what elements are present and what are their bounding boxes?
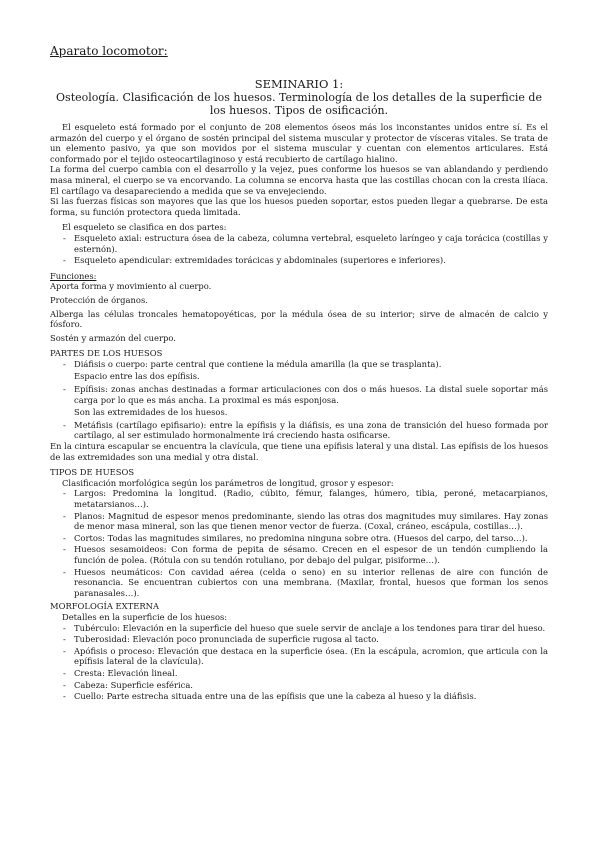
section-title: Aparato locomotor: [50, 44, 168, 58]
list-item: - Metáfisis (cartílago epifisario): entre la epífisis y la diáfisis, es una zona de transición del hueso formada por cartílago, al ser estimulado hormonalmente irá creciendo hasta osificarse. [63, 419, 548, 441]
epifisis-note: Son las extremidades de los huesos. [74, 407, 228, 418]
list-item: - Cortos: Todas las magnitudes similares, no predomina ninguna sobre otra. (Huesos del carpo, del tarso…). [63, 532, 528, 543]
classification-list [50, 233, 548, 266]
morphology-heading: MORFOLOGÍA EXTERNA [50, 601, 160, 612]
parts-list [50, 420, 548, 441]
functions-heading: Funciones: [50, 270, 97, 281]
types-heading: TIPOS DE HUESOS [50, 467, 135, 478]
list-item: - Esqueleto apendicular: extremidades torácicas y abdominales (superiores e inferiores). [63, 255, 446, 266]
intro-paragraph-1: El esqueleto está formado por el conjunto de 208 elementos óseos más los inconstantes unidos entre sí. Es el armazón del cuerpo y el órgano de sostén principal del sistema muscular y protector de vísceras vitales. Se trata de un elemento pasivo, ya que son movidos por el sistema muscular y cuentan con elementos articulares. Está conformado por el tejido osteocartilaginoso y está recubierto de cartílago hialino. [50, 122, 548, 164]
list-item: - Diáfisis o cuerpo: parte central que contiene la médula amarilla (la que se trasplanta). [63, 358, 442, 369]
parts-list [50, 384, 548, 405]
function-item: Aporta forma y movimiento al cuerpo. [50, 281, 212, 292]
page-title: Osteología. Clasificación de los huesos. Terminología de los detalles de la superficie de los huesos. Tipos de osificación. [56, 91, 542, 117]
intro-paragraph-2: La forma del cuerpo cambia con el desarrollo y la vejez, pues conforme los huesos se van ablandando y perdiendo masa mineral, el cuerpo se va encorvando. La columna se encorva hasta que las costillas chocan con la cresta ilíaca. El cartílago va desapareciendo a medida que se va envejeciendo. [50, 164, 548, 196]
list-item: - Apófisis o proceso: Elevación que destaca en la superficie ósea. (En la escápula, acromion, que articula con la epífisis lateral de la clavícula). [63, 645, 548, 667]
morphology-lead: Detalles en la superficie de los huesos: [62, 611, 228, 622]
classification-lead: El esqueleto se clasifica en dos partes: [62, 222, 227, 233]
function-item: Alberga las células troncales hematopoyéticas, por la médula ósea de su interior; sirve de almacén de calcio y fósforo. [50, 308, 548, 330]
list-item: - Cresta: Elevación lineal. [63, 667, 178, 678]
types-list [50, 488, 548, 598]
list-item: - Cabeza: Superficie esférica. [63, 679, 193, 690]
list-item: - Tuberosidad: Elevación poco pronunciada de superficie rugosa al tacto. [63, 634, 379, 645]
diafisis-note: Espacio entre las dos epífisis. [74, 371, 200, 382]
parts-note: En la cintura escapular se encuentra la clavícula, que tiene una epífisis lateral y una distal. Las epífisis de los huesos de las extremidades son una medial y otra distal. [50, 441, 548, 462]
intro-paragraph-3: Si las fuerzas físicas son mayores que las que los huesos pueden soportar, estos pueden llegar a quebrarse. De esta forma, su función protectora queda limitada. [50, 196, 548, 217]
list-item: - Cuello: Parte estrecha situada entre una de las epífisis que une la cabeza al hueso y la diáfisis. [63, 691, 477, 702]
list-item: - Huesos neumáticos: Con cavidad aérea (celda o seno) en su interior rellenas de aire con función de resonancia. Se encuentran cubiertos con una membrana. (Maxilar, frontal, huesos que forman los senos paranasales…). [63, 566, 548, 598]
list-item: - Epífisis: zonas anchas destinadas a formar articulaciones con dos o más huesos. La distal suele soportar más carga por lo que es más ancha. La proximal es más esponjosa. [63, 384, 548, 405]
parts-heading: PARTES DE LOS HUESOS [50, 348, 163, 359]
morphology-list [50, 623, 548, 702]
list-item: - Planos: Magnitud de espesor menos predominante, siendo las otras dos magnitudes muy similares. Hay zonas de menor masa mineral, son las que tienen menor vector de fuerza. (Coxal, cráneo, escápula, costillas…). [63, 510, 548, 532]
seminar-title: SEMINARIO 1: [254, 77, 344, 91]
function-item: Protección de órganos. [50, 294, 148, 305]
parts-list [50, 359, 548, 370]
function-item: Sostén y armazón del cuerpo. [50, 332, 176, 343]
document-page [50, 44, 548, 702]
types-lead: Clasificación morfológica según los parámetros de longitud, grosor y espesor: [62, 477, 394, 488]
list-item: - Tubérculo: Elevación en la superficie del hueso que suele servir de anclaje a los tendones para tirar del hueso. [63, 622, 546, 633]
list-item: - Largos: Predomina la longitud. (Radio, cúbito, fémur, falanges, húmero, tibia, peroné, metacarpianos, metatarsianos…). [63, 488, 548, 509]
list-item: - Huesos sesamoideos: Con forma de pepita de sésamo. Crecen en el espesor de un tendón cumpliendo la función de polea. (Rótula con su tendón rotuliano, por debajo del pulgar, pisiforme…). [63, 544, 548, 565]
list-item: - Esqueleto axial: estructura ósea de la cabeza, columna vertebral, esqueleto laríngeo y caja torácica (costillas y esternón). [63, 232, 548, 254]
